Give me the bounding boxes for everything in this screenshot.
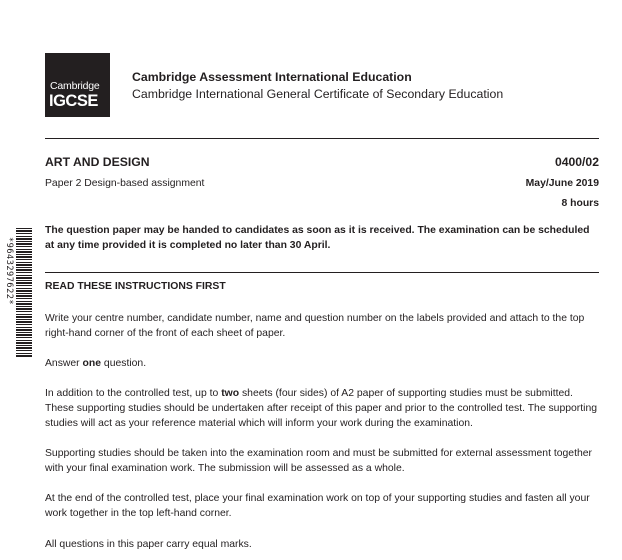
syllabus-code: 0400/02 bbox=[554, 155, 599, 169]
logo-line-igcse: IGCSE bbox=[49, 92, 98, 110]
instruction-emphasis: two bbox=[221, 388, 240, 399]
subject-title: ART AND DESIGN bbox=[45, 155, 150, 169]
divider-top bbox=[45, 138, 599, 139]
exam-duration: 8 hours bbox=[561, 198, 599, 209]
instruction-labels: Write your centre number, candidate number, name and question number on the labels provided and attach to the top right-hand corner of the front of each sheet of paper. bbox=[45, 313, 585, 339]
instruction-text: Answer bbox=[45, 358, 83, 369]
qualification-name: Cambridge International General Certificate of Secondary Education bbox=[132, 87, 504, 101]
instruction-emphasis: one bbox=[82, 358, 102, 369]
instruction-fasten-work: At the end of the controlled test, place your final examination work on top of your supporting studies and fasten all your work together in the top left-hand corner. bbox=[45, 493, 590, 519]
instruction-text: In addition to the controlled test, up to bbox=[45, 388, 222, 399]
instruction-text: sheets (four sides) of A2 paper of supporting studies must be submitted. These supporting studies should be undertaken after receipt of this paper and prior to the controlled test. The supporting studies will act as your reference material which will inform your work during the examination. bbox=[45, 388, 598, 429]
candidate-barcode bbox=[16, 228, 32, 358]
logo-line-cambridge: Cambridge bbox=[50, 80, 100, 92]
instructions-heading: READ THESE INSTRUCTIONS FIRST bbox=[45, 281, 226, 292]
organisation-name: Cambridge Assessment International Education bbox=[132, 70, 412, 84]
instruction-supporting-studies: Supporting studies should be taken into the examination room and must be submitted for external assessment together with your final examination work. The submission will be assessed as a whole. bbox=[45, 448, 592, 474]
exam-session: May/June 2019 bbox=[525, 178, 599, 189]
instruction-text: question. bbox=[101, 358, 147, 369]
divider-middle bbox=[45, 272, 599, 273]
paper-title: Paper 2 Design-based assignment bbox=[45, 178, 205, 189]
instruction-equal-marks: All questions in this paper carry equal marks. bbox=[45, 539, 252, 550]
barcode-number: *9643297622* bbox=[4, 237, 14, 306]
scheduling-notice: The question paper may be handed to candidates as soon as it is received. The examination can be scheduled at any time provided it is completed no later than 30 April. bbox=[45, 225, 590, 251]
instruction-answer-count bbox=[45, 356, 601, 371]
instruction-supporting-sheets bbox=[45, 386, 601, 431]
cambridge-igcse-logo bbox=[45, 53, 110, 117]
